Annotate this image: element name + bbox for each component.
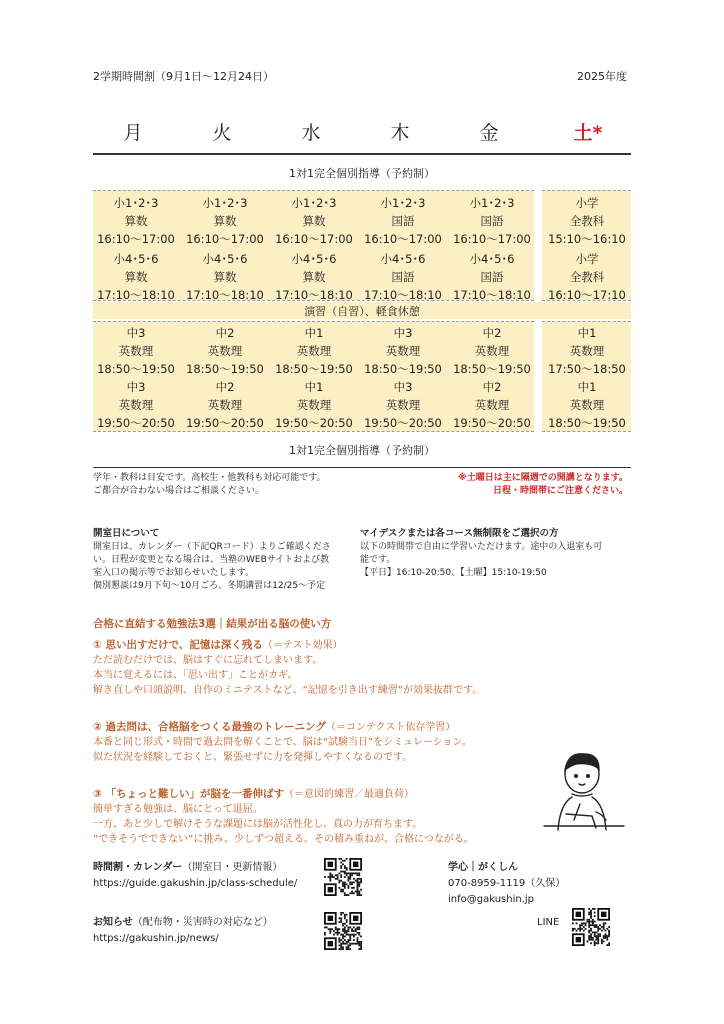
lesson-cell: 中2 英数理 18:50〜19:50 (186, 326, 264, 376)
line-qr-code[interactable] (572, 908, 610, 946)
open-days-title: 開室日について (93, 528, 160, 539)
lesson-cell: 小学 全教科 15:10〜16:10 (548, 196, 626, 246)
my-desk-title: マイデスクまたは各コース無制限をご選択の方 (360, 528, 559, 539)
break-label: 演習（自習）、軽食休憩 (304, 305, 420, 318)
calendar-qr-code[interactable] (324, 858, 362, 896)
day-wed: 水 (301, 122, 321, 144)
term-title: 2学期時間割（9月1日〜12月24日） (93, 70, 274, 83)
news-qr-code[interactable] (324, 912, 362, 950)
day-tue: 火 (212, 122, 232, 144)
news-link[interactable]: https://gakushin.jp/news/ (93, 933, 219, 944)
lesson-cell: 中3 英数理 19:50〜20:50 (364, 380, 442, 430)
lesson-cell: 中2 英数理 19:50〜20:50 (453, 380, 531, 430)
study-section: 合格に直結する勉強法3選｜結果が出る脳の使い方 ① 思い出すだけで、記憶は深く残る（＝テスト効果） ただ読むだけでは、脳はすぐに忘れてしまいます。 本当に覚えるには、「思い出す」ことがカギ。 解き直しや口頭説明、自作のミニテストなど、“記憶を引き出す練習”が効果抜群です。 ② 過去問は、合格脳をつくる最強のトレーニング（＝コンテクスト依存学習） 本番と同じ形式・時間で過去問を解くことで、脳は“試験当日”をシミュレーション。 似た状況を経験しておくと、緊張せずに力を発揮しやすくなるのです。 ③ 「ちょっと難しい」が脳を一番伸ばす（＝意図的練習／最適負荷） 簡単すぎる勉強は、脳にとって退屈。 一方、あと少しで解けそうな課題には脳が活性化し、真の力が育ちます。 “できそうでできない”に挑み、少しずつ超える。その積み重ねが、合格につながる。 (93, 616, 533, 847)
phone[interactable]: 070-8959-1119（久保） (448, 878, 566, 889)
lesson-cell: 小1･2･3 国語 16:10〜17:00 (364, 196, 442, 246)
my-desk-section: マイデスクまたは各コース無制限をご選択の方 以下の時間帯で自由に学習いただけます。途中の入退室も可 能です。 【平日】16:10-20:50、【土曜】15:10-19:50 (360, 525, 630, 580)
divider (542, 321, 631, 322)
org-name: 学心｜がくしん (448, 862, 518, 873)
line-label: LINE (537, 917, 560, 928)
day-mon: 月 (123, 122, 143, 144)
notes-left: 学年・教科は目安です。高校生・他教科も対応可能です。 ご都合が合わない場合はご相談ください。 (93, 473, 326, 496)
lesson-cell: 中3 英数理 18:50〜19:50 (97, 326, 175, 376)
notes-rule (93, 467, 631, 468)
lesson-cell: 小1･2･3 算数 16:10〜17:00 (275, 196, 353, 246)
divider (93, 321, 534, 322)
lesson-cell: 中1 英数理 19:50〜20:50 (275, 380, 353, 430)
method-2-title: ② 過去問は、合格脳をつくる最強のトレーニング (93, 721, 326, 733)
lesson-cell: 小4･5･6 国語 17:10〜18:10 (364, 252, 442, 302)
day-thu: 木 (390, 122, 410, 144)
day-fri: 金 (479, 122, 499, 144)
notes-saturday: ※土曜日は主に隔週での開講となります。 日程・時間帯にご注意ください。 (457, 473, 628, 496)
lesson-cell: 中3 英数理 18:50〜19:50 (364, 326, 442, 376)
school-year: 2025年度 (577, 70, 627, 83)
top-label: 1対1完全個別指導（予約制） (289, 167, 435, 180)
lesson-cell: 小1･2･3 算数 16:10〜17:00 (186, 196, 264, 246)
method-1-title: ① 思い出すだけで、記憶は深く残る (93, 639, 263, 651)
calendar-link[interactable]: https://guide.gakushin.jp/class-schedule/ (93, 878, 298, 889)
lesson-cell: 小1･2･3 算数 16:10〜17:00 (97, 196, 175, 246)
lesson-cell: 中1 英数理 18:50〜19:50 (548, 380, 626, 430)
day-sat: 土* (573, 122, 603, 144)
lesson-cell: 小4･5･6 国語 17:10〜18:10 (453, 252, 531, 302)
bottom-label: 1対1完全個別指導（予約制） (289, 444, 435, 457)
header-rule (93, 153, 631, 155)
email[interactable]: info@gakushin.jp (448, 894, 535, 905)
lesson-cell: 小4･5･6 算数 17:10〜18:10 (275, 252, 353, 302)
lesson-cell: 中1 英数理 17:50〜18:50 (548, 326, 626, 376)
lesson-cell: 中3 英数理 19:50〜20:50 (97, 380, 175, 430)
student-illustration (536, 742, 632, 838)
calendar-block: 時間割・カレンダー（開室日・更新情報） https://guide.gakushin.jp/class-schedule/ (93, 862, 298, 889)
lesson-cell: 中1 英数理 18:50〜19:50 (275, 326, 353, 376)
divider (542, 190, 631, 191)
contact-block (448, 861, 565, 907)
method-3-title: ③ 「ちょっと難しい」が脳を一番伸ばす (93, 788, 285, 800)
lesson-cell: 小4･5･6 算数 17:10〜18:10 (186, 252, 264, 302)
lesson-cell: 中2 英数理 18:50〜19:50 (453, 326, 531, 376)
lesson-cell: 小学 全教科 16:10〜17:10 (548, 252, 626, 302)
open-days-section: 開室日について 開室日は、カレンダー（下記QRコード）よりご確認くださ い。日程が変更となる場合は、当塾のWEBサイトおよび教 室入口の掲示等でお知らせいたします。 個別懇談は9月下旬〜10月ごろ、冬期講習は12/25〜予定 (93, 525, 355, 593)
lesson-cell: 小1･2･3 国語 16:10〜17:00 (453, 196, 531, 246)
divider (93, 190, 534, 191)
news-block: お知らせ（配布物・災害時の対応など） https://gakushin.jp/news/ (93, 917, 273, 944)
lesson-cell: 中2 英数理 19:50〜20:50 (186, 380, 264, 430)
lesson-cell: 小4･5･6 算数 17:10〜18:10 (97, 252, 175, 302)
study-title: 合格に直結する勉強法3選｜結果が出る脳の使い方 (93, 618, 332, 630)
